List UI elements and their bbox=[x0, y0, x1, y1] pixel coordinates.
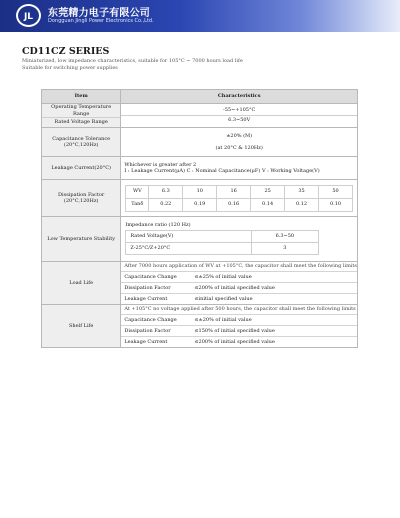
df-tan-cell: 0.22 bbox=[149, 198, 183, 211]
table-row bbox=[121, 272, 357, 283]
table-row bbox=[121, 283, 357, 294]
df-wv-cell: 16 bbox=[217, 185, 251, 198]
load-life-label: Load Life bbox=[42, 262, 121, 305]
shelf-life-key: Leakage Current bbox=[121, 337, 191, 348]
company-name-cn: 东莞精力电子有限公司 bbox=[48, 8, 150, 19]
logo-mark-icon bbox=[18, 6, 39, 25]
shelf-life-value: ≤200% of initial specified value bbox=[191, 337, 357, 348]
row-leakage-current bbox=[42, 157, 358, 180]
df-wv-cell: 6.3 bbox=[149, 185, 183, 198]
load-life-note: After 7000 hours application of WV at +105°C, the capacitor shall meet the following limits bbox=[124, 263, 357, 269]
load-life-value: ≤initial specified value bbox=[191, 294, 357, 305]
shelf-life-label: Shelf Life bbox=[42, 305, 121, 348]
leakage-line-1: Whichever is greater after 2 bbox=[124, 161, 197, 168]
lts-rv-value: 6.3~50 bbox=[252, 231, 318, 243]
row-low-temperature-stability bbox=[42, 217, 358, 262]
row-capacitance-tolerance bbox=[42, 128, 358, 157]
lts-caption: Impedance ratio (120 Hz) bbox=[125, 222, 191, 228]
df-wv-label: WV bbox=[126, 185, 149, 198]
series-intro bbox=[22, 58, 362, 72]
lts-ratio-label: Z-25°C/Z+20°C bbox=[126, 243, 252, 255]
cap-tol-label-1: Capacitance Tolerance bbox=[52, 135, 111, 142]
load-life-key: Capacitance Change bbox=[121, 272, 191, 283]
row-shelf-life bbox=[42, 305, 358, 348]
col-header-item: Item bbox=[42, 90, 121, 104]
df-wv-cell: 50 bbox=[319, 185, 353, 198]
cap-tol-condition: (at 20°C & 120Hz) bbox=[215, 144, 263, 151]
df-wv-cell: 10 bbox=[183, 185, 217, 198]
lts-ratio-value: 3 bbox=[252, 243, 318, 255]
shelf-life-key: Dissipation Factor bbox=[121, 326, 191, 337]
company-logo bbox=[16, 4, 41, 27]
table-row bbox=[121, 337, 357, 348]
intro-line-1: Miniaturized, low impedance characteristics, suitable for 105°C ~ 7000 hours load life bbox=[22, 58, 243, 64]
df-wv-cell: 25 bbox=[251, 185, 285, 198]
cap-tol-label-2: (20°C,120Hz) bbox=[63, 142, 99, 148]
row-dissipation-factor bbox=[42, 180, 358, 217]
load-life-key: Leakage Current bbox=[121, 294, 191, 305]
lts-rv-label: Rated Voltage(V) bbox=[126, 231, 252, 243]
temp-range-label: Operating Temperature Range bbox=[51, 104, 112, 117]
load-life-key: Dissipation Factor bbox=[121, 283, 191, 294]
table-row bbox=[121, 294, 357, 305]
shelf-life-note: At +105°C no voltage applied after 500 hours, the capacitor shall meet the following limits bbox=[124, 306, 356, 312]
series-title: CD11CZ SERIES bbox=[22, 46, 110, 57]
df-wv-cell: 35 bbox=[285, 185, 319, 198]
row-load-life bbox=[42, 262, 358, 305]
load-life-value: ≤200% of initial specified value bbox=[191, 283, 357, 294]
shelf-life-grid bbox=[121, 314, 357, 347]
df-label-2: (20°C,120Hz) bbox=[63, 198, 99, 204]
df-tan-cell: 0.16 bbox=[217, 198, 251, 211]
load-life-value: ≤±25% of initial value bbox=[191, 272, 357, 283]
specification-table bbox=[41, 89, 358, 348]
company-header bbox=[0, 0, 400, 32]
leakage-label: Leakage Current(20°C) bbox=[42, 157, 121, 180]
df-tan-cell: 0.10 bbox=[319, 198, 353, 211]
rated-voltage-label: Rated Voltage Range bbox=[42, 118, 120, 128]
df-tan-cell: 0.14 bbox=[251, 198, 285, 211]
row-temperature-voltage bbox=[42, 104, 358, 128]
df-tan-cell: 0.12 bbox=[285, 198, 319, 211]
table-row bbox=[121, 315, 357, 326]
shelf-life-value: ≤150% of initial specified value bbox=[191, 326, 357, 337]
lts-label: Low Temperature Stability bbox=[42, 217, 121, 262]
table-row bbox=[121, 326, 357, 337]
leakage-line-2: I : Leakage Current(μA) C : Nominal Capacitance(μF) V : Working Voltage(V) bbox=[124, 168, 320, 174]
df-grid bbox=[125, 185, 353, 212]
cap-tol-value: ±20% (M) bbox=[226, 133, 253, 139]
col-header-characteristics: Characteristics bbox=[121, 90, 358, 104]
intro-line-2: Suitable for switching power supplies bbox=[22, 65, 118, 71]
rated-voltage-value: 6.3~50V bbox=[121, 116, 357, 126]
df-label-1: Dissipation Factor bbox=[58, 191, 105, 198]
lts-grid bbox=[125, 230, 318, 255]
shelf-life-key: Capacitance Change bbox=[121, 315, 191, 326]
df-tan-cell: 0.19 bbox=[183, 198, 217, 211]
df-tan-label: Tanδ bbox=[126, 198, 149, 211]
company-name-en: Dongguan Jingli Power Electronics Co.,Ltd. bbox=[48, 18, 154, 24]
load-life-grid bbox=[121, 271, 357, 304]
temp-range-value: -55~+105°C bbox=[223, 107, 256, 114]
shelf-life-value: ≤±20% of initial value bbox=[191, 315, 357, 326]
logo-text: JL bbox=[23, 12, 34, 22]
